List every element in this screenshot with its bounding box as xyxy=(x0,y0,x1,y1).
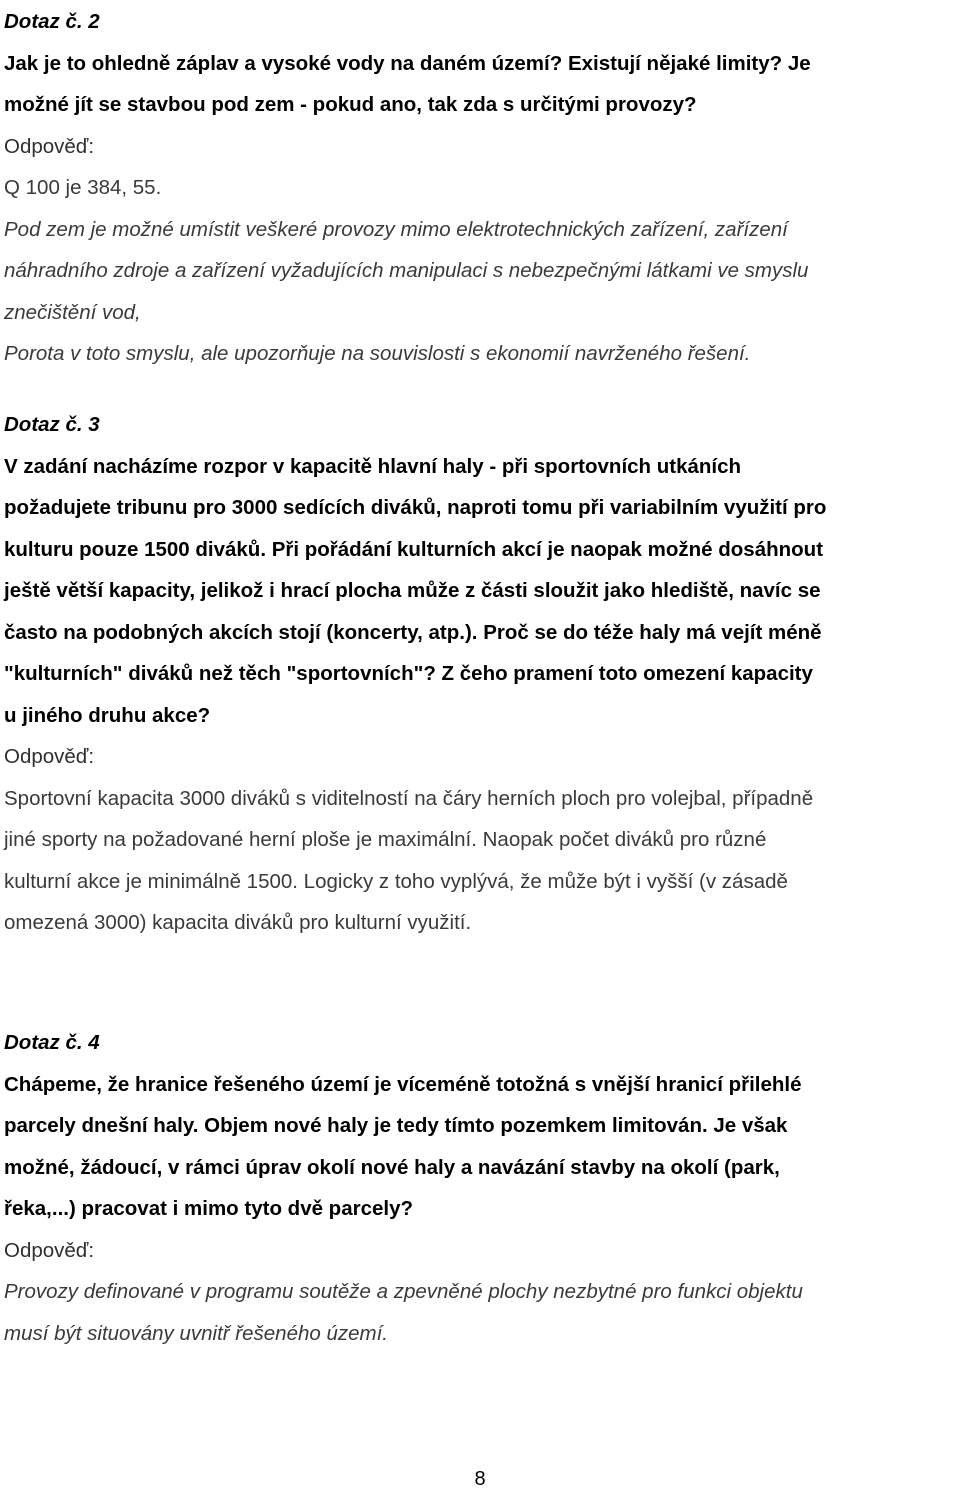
answer-line: Pod zem je možné umístit veškeré provozy mimo elektrotechnických zařízení, zařízení xyxy=(4,217,788,241)
section-heading: Dotaz č. 3 xyxy=(4,413,100,436)
section-heading: Dotaz č. 2 xyxy=(4,10,100,33)
question-line: kulturu pouze 1500 diváků. Při pořádání kulturních akcí je naopak možné dosáhnout xyxy=(4,537,824,561)
answer-line: Porota v toto smyslu, ale upozorňuje na souvislosti s ekonomií navrženého řešení. xyxy=(4,342,751,365)
section-dotaz-3 xyxy=(4,404,960,944)
answer-line: Q 100 je 384, 55. xyxy=(4,176,162,199)
question-line: V zadání nacházíme rozpor v kapacitě hlavní haly - při sportovních utkáních xyxy=(4,454,742,478)
question-line: řeka,...) pracovat i mimo tyto dvě parcely? xyxy=(4,1197,414,1220)
answer-label: Odpověď: xyxy=(4,745,95,768)
answer-line: omezená 3000) kapacita diváků pro kulturní využití. xyxy=(4,911,472,934)
page-number: 8 xyxy=(474,1468,486,1490)
section-dotaz-4 xyxy=(4,1022,960,1354)
question-line: ještě větší kapacity, jelikož i hrací plocha může z části sloužit jako hlediště, navíc se xyxy=(4,579,821,602)
question-line: u jiného druhu akce? xyxy=(4,703,211,727)
answer-line: znečištění vod, xyxy=(4,300,141,324)
question-line: často na podobných akcích stojí (koncerty, atp.). Proč se do téže haly má vejít méně xyxy=(4,620,822,644)
question-line: požadujete tribunu pro 3000 sedících diváků, naproti tomu při variabilním využití pro xyxy=(4,496,827,519)
answer-line: Provozy definované v programu soutěže a zpevněné plochy nezbytné pro funkci objektu xyxy=(4,1280,803,1303)
answer-line: jiné sporty na požadované herní ploše je maximální. Naopak počet diváků pro různé xyxy=(4,828,767,851)
question-line: možné jít se stavbou pod zem - pokud ano, tak zda s určitými provozy? xyxy=(4,93,697,116)
question-line: parcely dnešní haly. Objem nové haly je tedy tímto pozemkem limitován. Je však xyxy=(4,1114,788,1137)
question-line: Jak je to ohledně záplav a vysoké vody na daném území? Existují nějaké limity? Je xyxy=(4,51,811,75)
answer-line: musí být situovány uvnitř řešeného území. xyxy=(4,1321,388,1345)
answer-label: Odpověď: xyxy=(4,134,95,158)
answer-line: náhradního zdroje a zařízení vyžadujících manipulaci s nebezpečnými látkami ve smyslu xyxy=(4,259,809,282)
question-line: možné, žádoucí, v rámci úprav okolí nové haly a navázání stavby na okolí (park, xyxy=(4,1155,780,1179)
answer-line: Sportovní kapacita 3000 diváků s viditelností na čáry herních ploch pro volejbal, případně xyxy=(4,786,814,810)
question-line: "kulturních" diváků než těch "sportovních"? Z čeho pramení toto omezení kapacity xyxy=(4,662,813,685)
question-line: Chápeme, že hranice řešeného území je víceméně totožná s vnější hranicí přilehlé xyxy=(4,1072,802,1096)
answer-line: kulturní akce je minimálně 1500. Logicky z toho vyplývá, že může být i vyšší (v zásadě xyxy=(4,869,788,893)
section-dotaz-2 xyxy=(4,1,960,375)
answer-label: Odpověď: xyxy=(4,1238,95,1262)
section-heading: Dotaz č. 4 xyxy=(4,1031,100,1054)
